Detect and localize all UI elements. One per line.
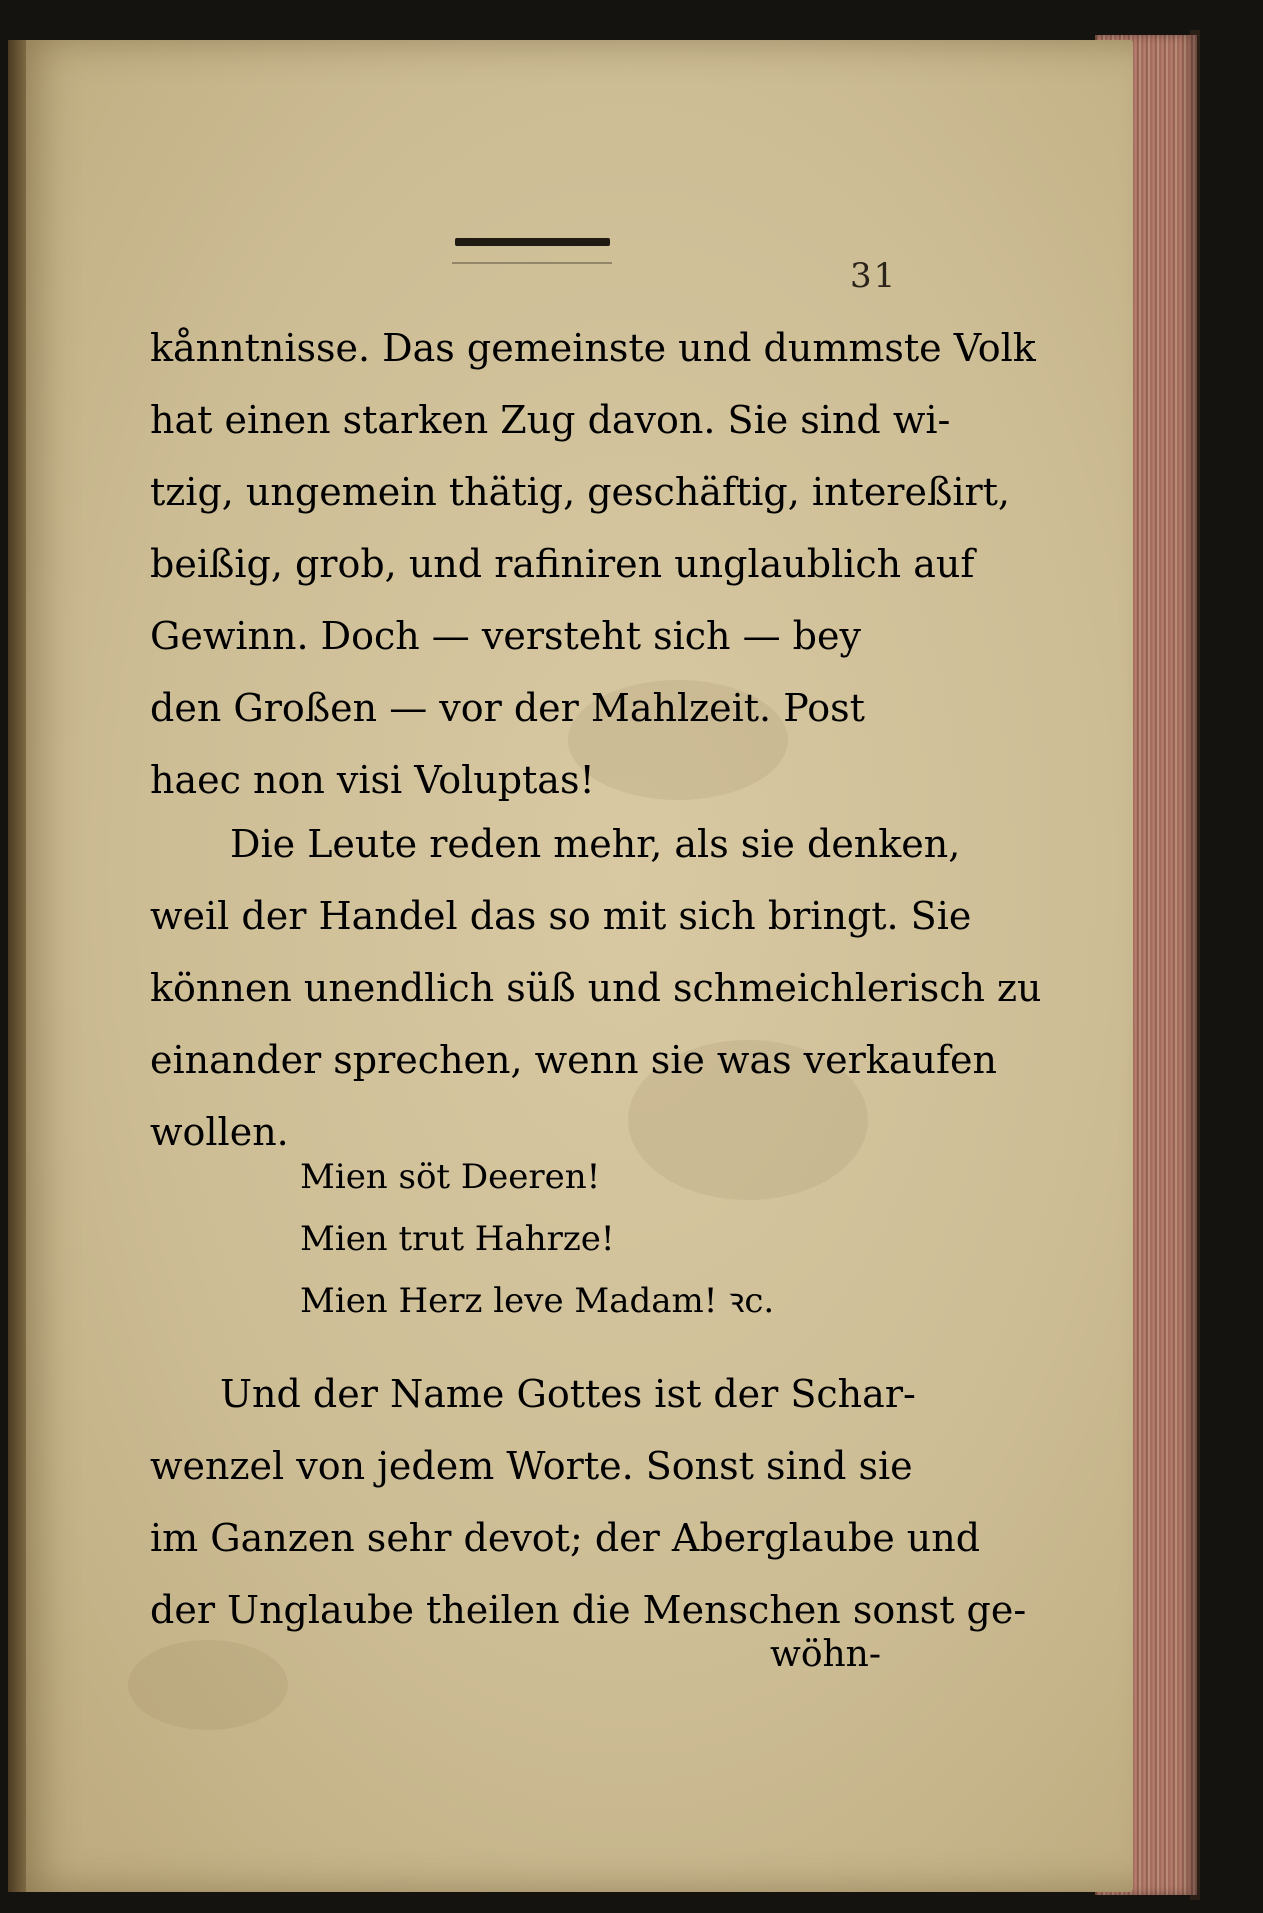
text-line: Die Leute reden mehr, als sie denken, xyxy=(230,822,961,866)
text-line: Gewinn. Doch — versteht sich — bey xyxy=(150,614,861,658)
verse-line: Mien trut Hahrze! xyxy=(300,1219,615,1259)
text-line: kånntnisse. Das gemeinste und dummste Volk xyxy=(150,326,1036,370)
paragraph-2 xyxy=(150,808,1042,1168)
catchword: wöhn- xyxy=(770,1634,882,1675)
text-line: weil der Handel das so mit sich bringt. Sie xyxy=(150,894,972,938)
text-line: beißig, grob, und rafiniren unglaublich auf xyxy=(150,542,975,586)
paragraph-3 xyxy=(150,1358,1027,1646)
text-line: können unendlich süß und schmeichlerisch zu xyxy=(150,966,1042,1010)
header-rule-underline xyxy=(452,262,612,264)
text-line: den Großen — vor der Mahlzeit. Post xyxy=(150,686,865,730)
verse-block xyxy=(300,1146,774,1332)
verse-line: Mien Herz leve Madam! ꝛc. xyxy=(300,1281,775,1321)
text-line: wenzel von jedem Worte. Sonst sind sie xyxy=(150,1444,913,1488)
verse-line: Mien söt Deeren! xyxy=(300,1157,601,1197)
paper-stain xyxy=(128,1640,288,1730)
text-line: hat einen starken Zug davon. Sie sind wi- xyxy=(150,398,951,442)
text-line: im Ganzen sehr devot; der Aberglaube und xyxy=(150,1516,981,1560)
text-line: Und der Name Gottes ist der Schar- xyxy=(220,1372,916,1416)
text-line: der Unglaube theilen die Menschen sonst ge- xyxy=(150,1588,1027,1632)
paragraph-1 xyxy=(150,312,1036,816)
book-gutter xyxy=(8,40,26,1892)
text-line: einander sprechen, wenn sie was verkaufen xyxy=(150,1038,997,1082)
header-rule xyxy=(455,238,610,246)
text-line: haec non visi Voluptas! xyxy=(150,758,595,802)
text-line: tzig, ungemein thätig, geschäftig, intereßirt, xyxy=(150,470,1011,514)
text-line: wollen. xyxy=(150,1110,289,1154)
page-number: 31 xyxy=(850,256,898,296)
